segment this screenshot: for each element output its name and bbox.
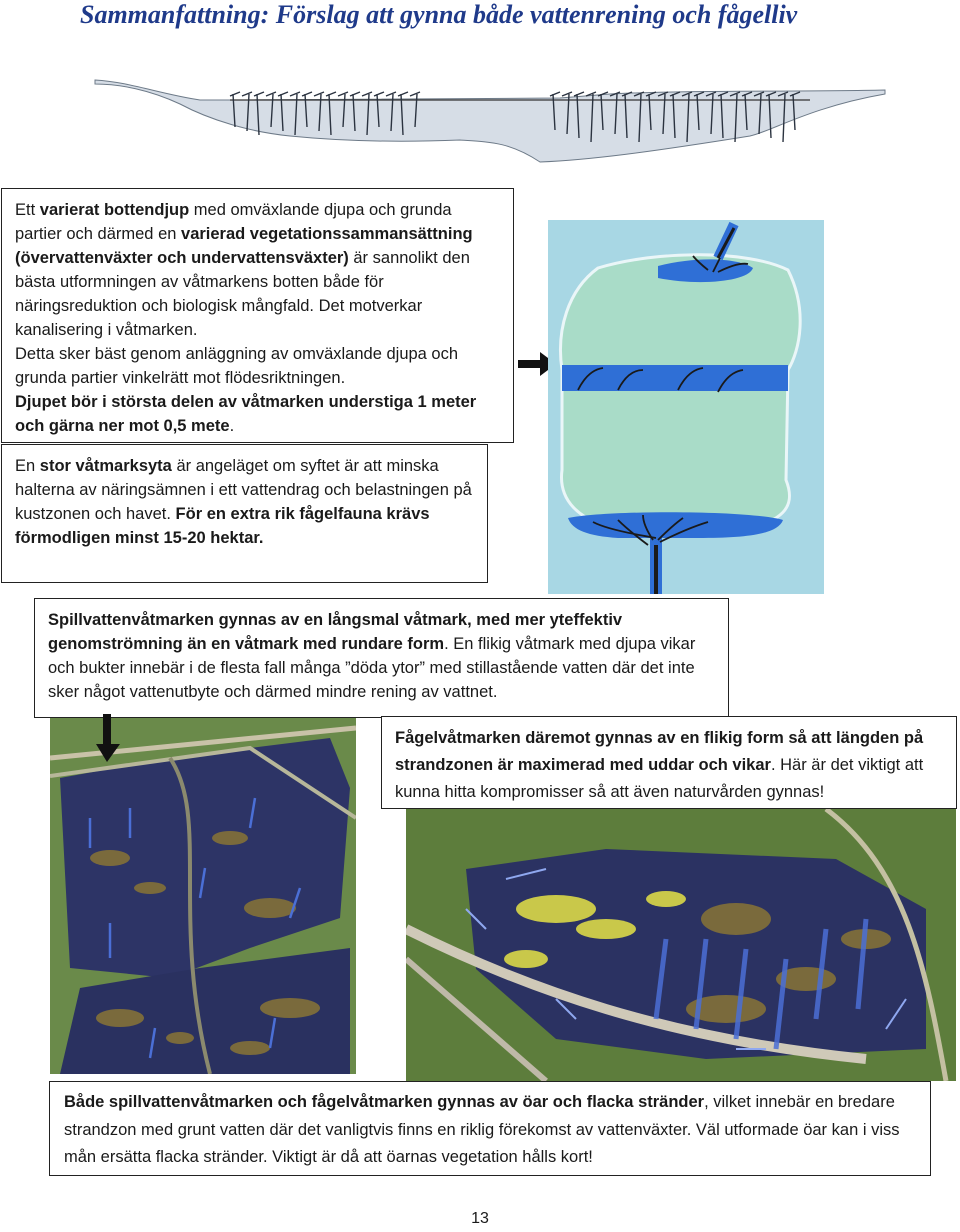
aerial-photo-sewage-wetland xyxy=(50,718,356,1074)
pointer-arrow-icon xyxy=(94,714,122,764)
text-box-islands-shores xyxy=(49,1081,931,1176)
wetland-plan-diagram xyxy=(548,220,824,594)
paragraph-islands-shores xyxy=(64,1089,918,1172)
paragraph-depth-recommendation xyxy=(15,390,501,438)
cross-section-sketch xyxy=(90,72,890,172)
page-number: 13 xyxy=(471,1210,489,1227)
bold-text-run: Spillvattenvåtmarken gynnas av en långsmal våtmark, med mer yteffektiv genomströmning än en våtmark med rundare form xyxy=(48,611,623,653)
bold-text-run: Djupet bör i största delen av våtmarken understiga 1 meter och gärna ner mot 0,5 mete xyxy=(15,393,477,435)
bold-text-run: Fågelvåtmarken däremot gynnas av en flikig form så att längden på strandzonen är maximerad med uddar och vikar xyxy=(395,729,924,774)
text-run: , vilket innebär en bredare strandzon med grunt vatten där det vanligtvis finns en riklig förekomst av vattenväxter. Väl utformade öar kan i viss mån ersätta flacka stränder. Viktigt är då att öarnas vegetation hålls kort! xyxy=(64,1093,900,1166)
page-title: Sammanfattning: Förslag att gynna både vattenrening och fågelliv xyxy=(80,0,798,29)
text-run: är sannolikt den bästa utformningen av våtmarkens botten både för näringsreduktion och biologisk mångfald. Det motverkar kanalisering i våtmarken. xyxy=(15,249,470,339)
bold-text-run: varierat bottendjup xyxy=(39,201,190,219)
text-run: . En flikig våtmark med djupa vikar och bukter innebär i de flesta fall många ”döda ytor” med stillastående vatten där det inte sker något vattenutbyte och därmed mindre rening av vattnet. xyxy=(48,635,696,701)
text-run: är angeläget om syftet är att minska halterna av näringsämnen i ett vattendrag och belastningen på kustzonen och havet. xyxy=(15,457,472,523)
paragraph-wetland-area xyxy=(15,454,475,550)
bold-text-run: stor våtmarksyta xyxy=(39,457,172,475)
aerial-photo-bird-wetland xyxy=(406,809,956,1081)
text-run: . Här är det viktigt att kunna hitta kompromisser så att även naturvården gynnas! xyxy=(395,756,924,801)
text-run: . xyxy=(229,417,235,435)
paragraph-construction: Detta sker bäst genom anläggning av omväxlande djupa och grunda partier vinkelrätt mot flödesriktningen. xyxy=(15,345,459,387)
text-box-sewage-wetland xyxy=(34,598,729,718)
paragraph-bottom-depth xyxy=(15,198,501,342)
text-box-bottom-depth xyxy=(1,188,514,443)
paragraph-sewage-wetland xyxy=(48,608,716,704)
bold-text-run: För en extra rik fågelfauna krävs förmodligen minst 15-20 hektar. xyxy=(15,505,430,547)
text-box-bird-wetland xyxy=(381,716,957,809)
text-run: med omväxlande djupa och grunda partier och därmed en xyxy=(15,201,452,243)
bold-text-run: varierad vegetationssammansättning (övervattenväxter och undervattensväxter) xyxy=(15,225,473,267)
paragraph-bird-wetland xyxy=(395,725,944,806)
text-run: En xyxy=(15,457,40,475)
text-box-wetland-area xyxy=(1,444,488,583)
bold-text-run: Både spillvattenvåtmarken och fågelvåtmarken gynnas av öar och flacka stränder xyxy=(64,1093,705,1111)
text-run: Ett xyxy=(15,201,40,219)
